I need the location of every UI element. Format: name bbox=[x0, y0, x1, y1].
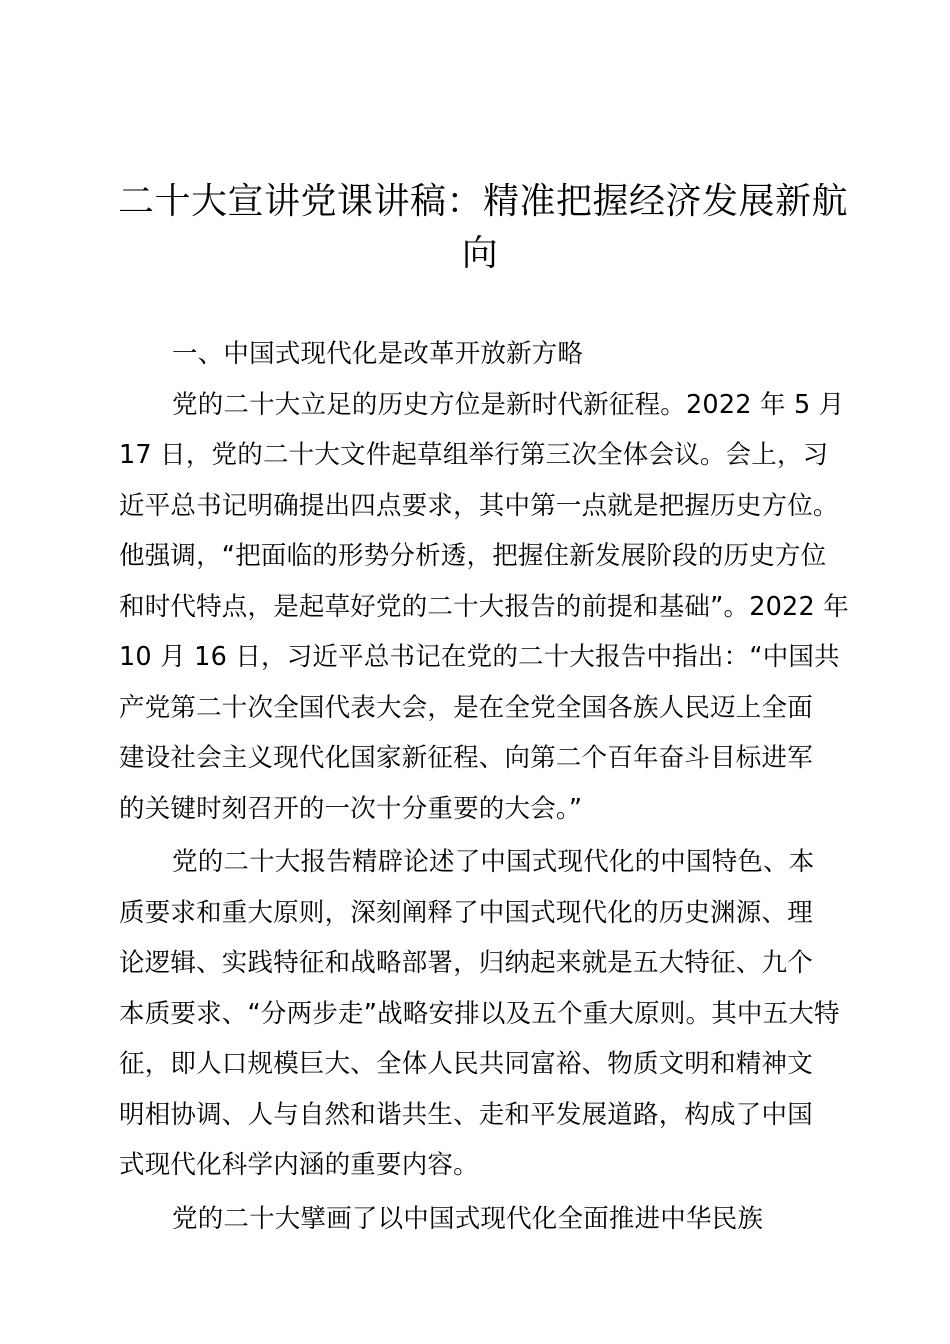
paragraph-2 bbox=[119, 837, 849, 1191]
paragraph-line: 征，即人口规模巨大、全体人民共同富裕、物质文明和精神文 bbox=[119, 1049, 813, 1079]
paragraph-line: 本质要求、“分两步走”战略安排以及五个重大原则。其中五大特 bbox=[119, 998, 840, 1029]
paragraph-line: 式现代化科学内涵的重要内容。 bbox=[119, 1150, 479, 1180]
paragraph-1 bbox=[119, 380, 849, 835]
paragraph-line: 的关键时刻召开的一次十分重要的大会。” bbox=[119, 793, 583, 824]
paragraph-line: 明相协调、人与自然和谐共生、走和平发展道路，构成了中国 bbox=[119, 1099, 813, 1130]
section-heading: 一、中国式现代化是改革开放新方略 bbox=[172, 339, 584, 369]
paragraph-line: 论逻辑、实践特征和战略部署，归纳起来就是五大特征、九个 bbox=[119, 948, 813, 978]
document-body bbox=[119, 329, 849, 1244]
paragraph-line: 党的二十大擘画了以中国式现代化全面推进中华民族 bbox=[172, 1203, 764, 1234]
paragraph-line: 和时代特点，是起草好党的二十大报告的前提和基础”。2022 年 bbox=[119, 591, 849, 622]
paragraph-line: 党的二十大报告精辟论述了中国式现代化的中国特色、本 bbox=[172, 847, 815, 877]
document-title bbox=[118, 176, 849, 280]
paragraph-line: 近平总书记明确提出四点要求，其中第一点就是把握历史方位。 bbox=[119, 490, 839, 521]
document-title-line: 二十大宣讲党课讲稿：精准把握经济发展新航 bbox=[118, 181, 849, 222]
paragraph-3 bbox=[119, 1194, 849, 1245]
paragraph-line: 他强调，“把面临的形势分析透，把握住新发展阶段的历史方位 bbox=[119, 541, 827, 571]
paragraph-line: 建设社会主义现代化国家新征程、向第二个百年奋斗目标进军 bbox=[119, 743, 813, 773]
paragraph-line: 10 月 16 日，习近平总书记在党的二十大报告中指出：“中国共 bbox=[119, 642, 840, 672]
paragraph-line: 17 日，党的二十大文件起草组举行第三次全体会议。会上，习 bbox=[119, 440, 829, 470]
paragraph-line: 质要求和重大原则，深刻阐释了中国式现代化的历史渊源、理 bbox=[119, 897, 813, 928]
paragraph-line: 党的二十大立足的历史方位是新时代新征程。2022 年 5 月 bbox=[172, 389, 845, 420]
document-title-line: 向 bbox=[461, 233, 499, 274]
paragraph-line: 产党第二十次全国代表大会，是在全党全国各族人民迈上全面 bbox=[119, 692, 813, 723]
